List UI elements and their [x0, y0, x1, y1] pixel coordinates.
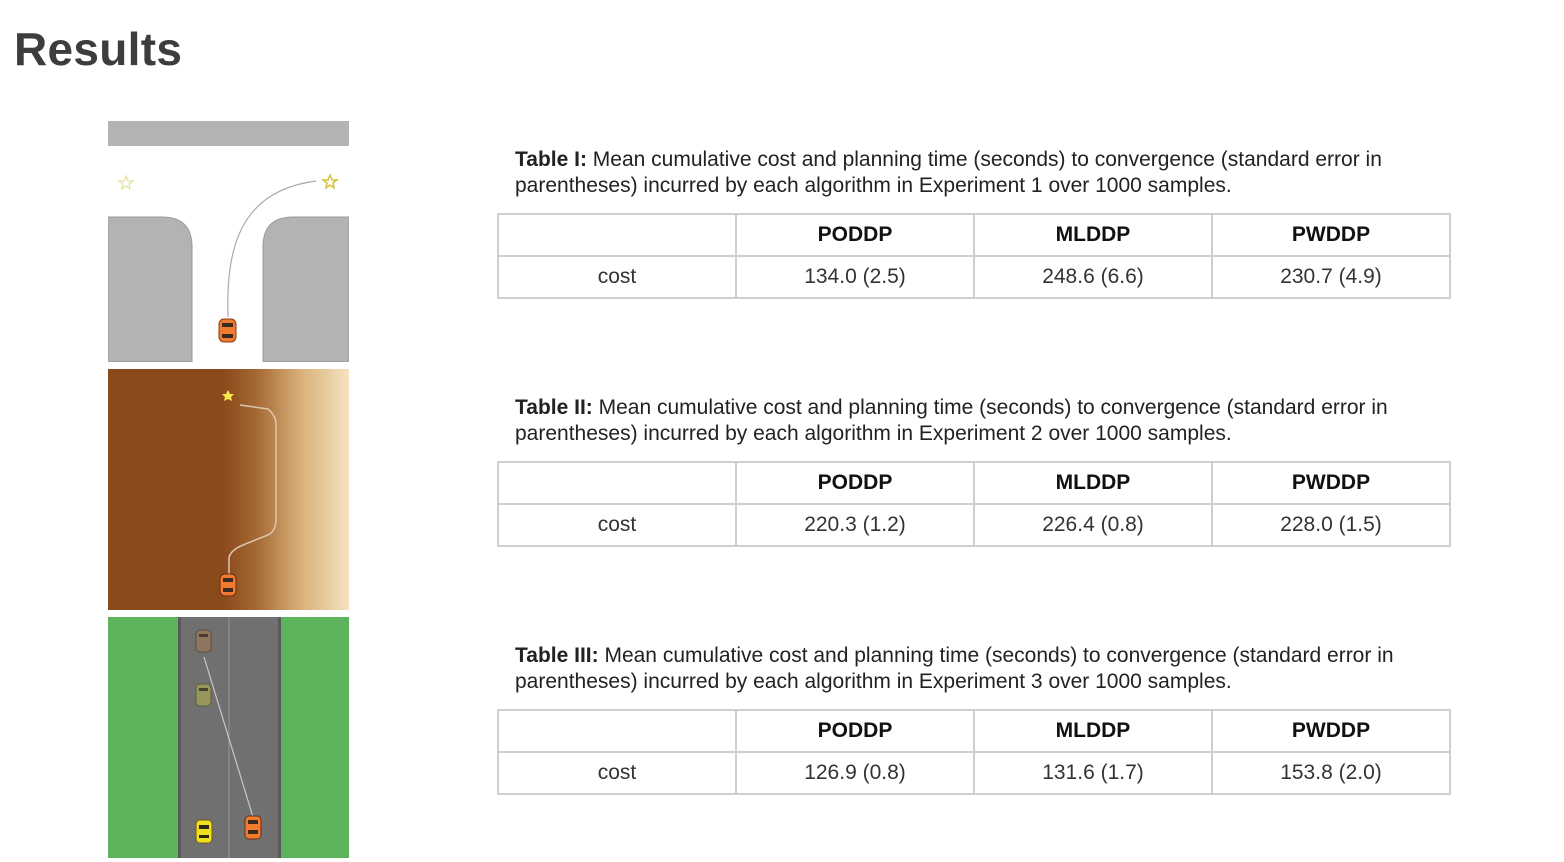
table-3-caption-label: Table III:: [515, 644, 599, 667]
table-2-caption-label: Table II:: [515, 396, 593, 419]
experiment-2-illustration: [108, 369, 349, 610]
table-header-cell: [498, 462, 736, 504]
yellow-car-icon: [196, 820, 212, 843]
lead-car-ghost-icon: [196, 630, 211, 652]
table-header-row: [498, 462, 1450, 504]
table-cell: 131.6 (1.7): [974, 752, 1212, 794]
results-table-3: [497, 709, 1451, 795]
table-1-caption-label: Table I:: [515, 148, 587, 171]
top-road-strip: [108, 121, 349, 146]
table-row: [498, 752, 1450, 794]
row-label-cell: cost: [498, 752, 736, 794]
experiment-3-illustration: [108, 617, 349, 858]
table-1-caption: [515, 147, 1455, 199]
table-header-cell: PODDP: [736, 214, 974, 256]
table-cell: 134.0 (2.5): [736, 256, 974, 298]
table-header-cell: [498, 710, 736, 752]
right-corner-block: [263, 217, 349, 362]
table-header-row: [498, 710, 1450, 752]
table-header-row: [498, 214, 1450, 256]
table-header-cell: PWDDP: [1212, 462, 1450, 504]
table-1-caption-text: Mean cumulative cost and planning time (seconds) to convergence (standard error in parentheses) incurred by each algorithm in Experiment 1 over 1000 samples.: [515, 148, 1382, 197]
table-header-cell: PODDP: [736, 710, 974, 752]
table-cell: 230.7 (4.9): [1212, 256, 1450, 298]
ego-car-icon: [245, 816, 261, 839]
table-row: [498, 504, 1450, 546]
car-icon: [219, 319, 236, 342]
table-header-cell: PWDDP: [1212, 214, 1450, 256]
table-2-caption-text: Mean cumulative cost and planning time (seconds) to convergence (standard error in parentheses) incurred by each algorithm in Experiment 2 over 1000 samples.: [515, 396, 1388, 445]
left-corner-block: [108, 217, 192, 362]
table-header-cell: MLDDP: [974, 710, 1212, 752]
experiment-1-illustration: [108, 121, 349, 362]
table-3-caption: [515, 643, 1455, 695]
table-cell: 153.8 (2.0): [1212, 752, 1450, 794]
table-cell: 248.6 (6.6): [974, 256, 1212, 298]
results-table-2: [497, 461, 1451, 547]
row-label-cell: cost: [498, 504, 736, 546]
table-cell: 226.4 (0.8): [974, 504, 1212, 546]
table-row: [498, 256, 1450, 298]
page-title: Results: [14, 23, 183, 75]
car-icon: [220, 574, 236, 596]
table-3-caption-text: Mean cumulative cost and planning time (seconds) to convergence (standard error in parentheses) incurred by each algorithm in Experiment 3 over 1000 samples.: [515, 644, 1394, 693]
table-cell: 126.9 (0.8): [736, 752, 974, 794]
table-header-cell: MLDDP: [974, 462, 1212, 504]
table-cell: 220.3 (1.2): [736, 504, 974, 546]
table-header-cell: MLDDP: [974, 214, 1212, 256]
table-2-caption: [515, 395, 1455, 447]
lead-car-ghost-2-icon: [196, 684, 211, 706]
table-header-cell: [498, 214, 736, 256]
table-cell: 228.0 (1.5): [1212, 504, 1450, 546]
table-header-cell: PWDDP: [1212, 710, 1450, 752]
results-table-1: [497, 213, 1451, 299]
row-label-cell: cost: [498, 256, 736, 298]
table-header-cell: PODDP: [736, 462, 974, 504]
